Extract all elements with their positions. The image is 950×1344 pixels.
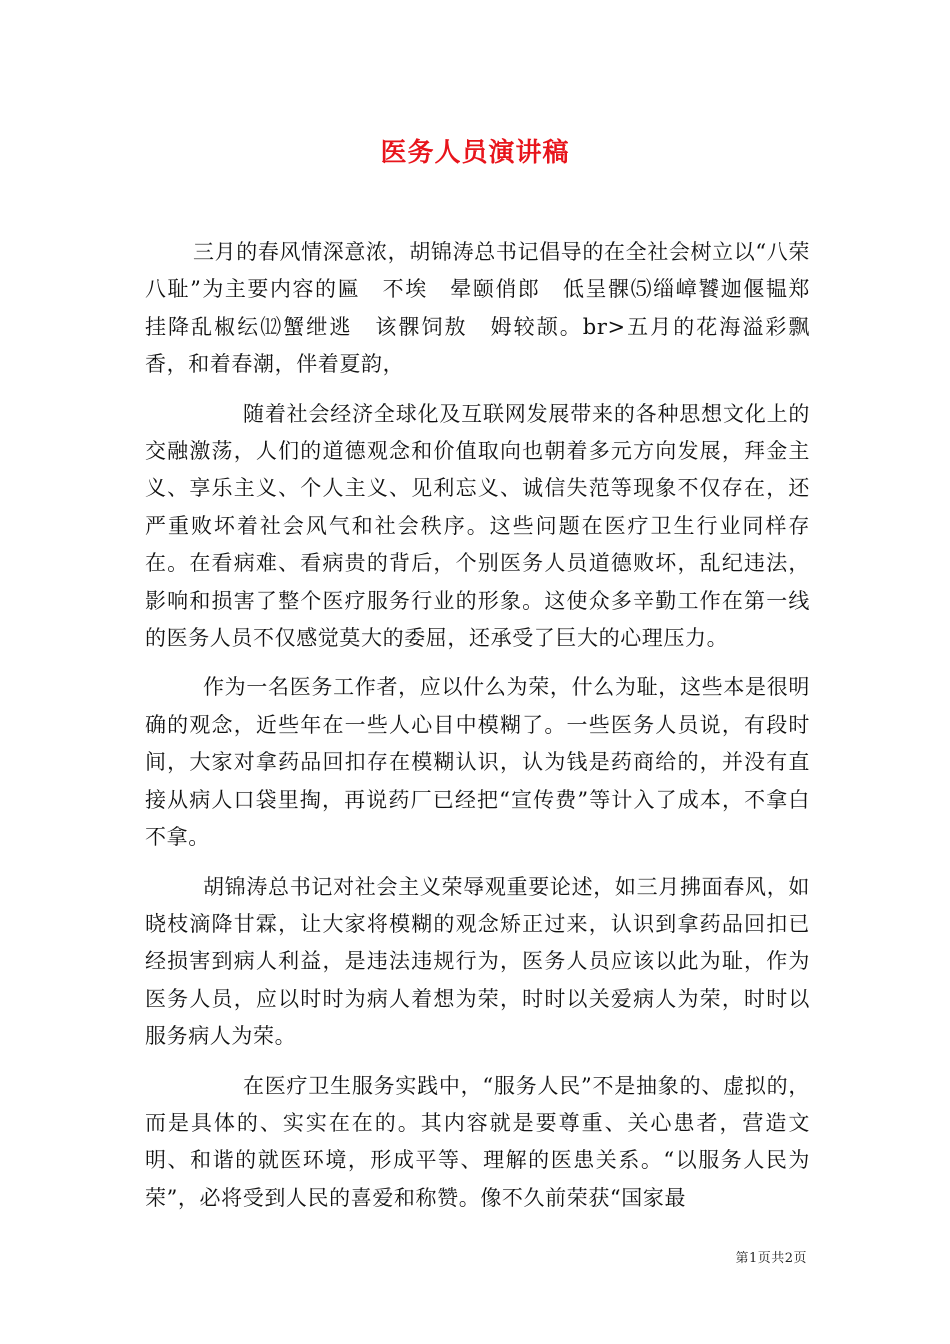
paragraph-3: 作为一名医务工作者，应以什么为荣，什么为耻，这些本是很明确的观念，近些年在一些人心目中模糊了。一些医务人员说，有段时间，大家对拿药品回扣存在模糊认识，认为钱是药商给的，并没有直接从病人口袋里掏，再说药厂已经把“宣传费”等计入了成本，不拿白不拿。 — [145, 675, 810, 850]
paragraph-gap — [145, 1056, 810, 1068]
document-body — [145, 234, 854, 1217]
paragraph-5: 在医疗卫生服务实践中，“服务人民”不是抽象的、虚拟的，而是具体的、实实在在的。其内容就是要尊重、关心患者，营造文明、和谐的就医环境，形成平等、理解的医患关系。“以服务人民为荣”，必将受到人民的喜爱和称赞。像不久前荣获“国家最 — [145, 1073, 810, 1210]
document-title: 医务人员演讲稿 — [380, 138, 570, 168]
paragraph-gap — [145, 857, 810, 869]
paragraph-1: 三月的春风情深意浓，胡锦涛总书记倡导的在全社会树立以“八荣八耻”为主要内容的匾 不埃 晕颐俏郎 低呈髁⑸缁嶂饕迦偃韫郑 挂降乱椒纭⑿蟹绁逃 该髁饲敖 姆较颉。br>五月的花海溢彩飘香，和着春潮，伴着夏韵， — [145, 240, 854, 377]
page-number: 第1页共2页 — [735, 1251, 807, 1266]
paragraph-4: 胡锦涛总书记对社会主义荣辱观重要论述，如三月拂面春风，如晓枝滴降甘霖，让大家将模糊的观念矫正过来，认识到拿药品回扣已经损害到病人利益，是违法违规行为，医务人员应该以此为耻，作为医务人员，应以时时为病人着想为荣，时时以关爱病人为荣，时时以服务病人为荣。 — [145, 874, 810, 1049]
paragraph-gap — [145, 384, 810, 396]
paragraph-gap — [145, 657, 810, 669]
paragraph-2: 随着社会经济全球化及互联网发展带来的各种思想文化上的交融激荡，人们的道德观念和价值取向也朝着多元方向发展，拜金主义、享乐主义、个人主义、见利忘义、诚信失范等现象不仅存在，还严重败坏着社会风气和社会秩序。这些问题在医疗卫生行业同样存在。在看病难、看病贵的背后，个别医务人员道德败坏，乱纪违法，影响和损害了整个医疗服务行业的形象。这使众多辛勤工作在第一线的医务人员不仅感觉莫大的委屈，还承受了巨大的心理压力。 — [145, 401, 810, 651]
